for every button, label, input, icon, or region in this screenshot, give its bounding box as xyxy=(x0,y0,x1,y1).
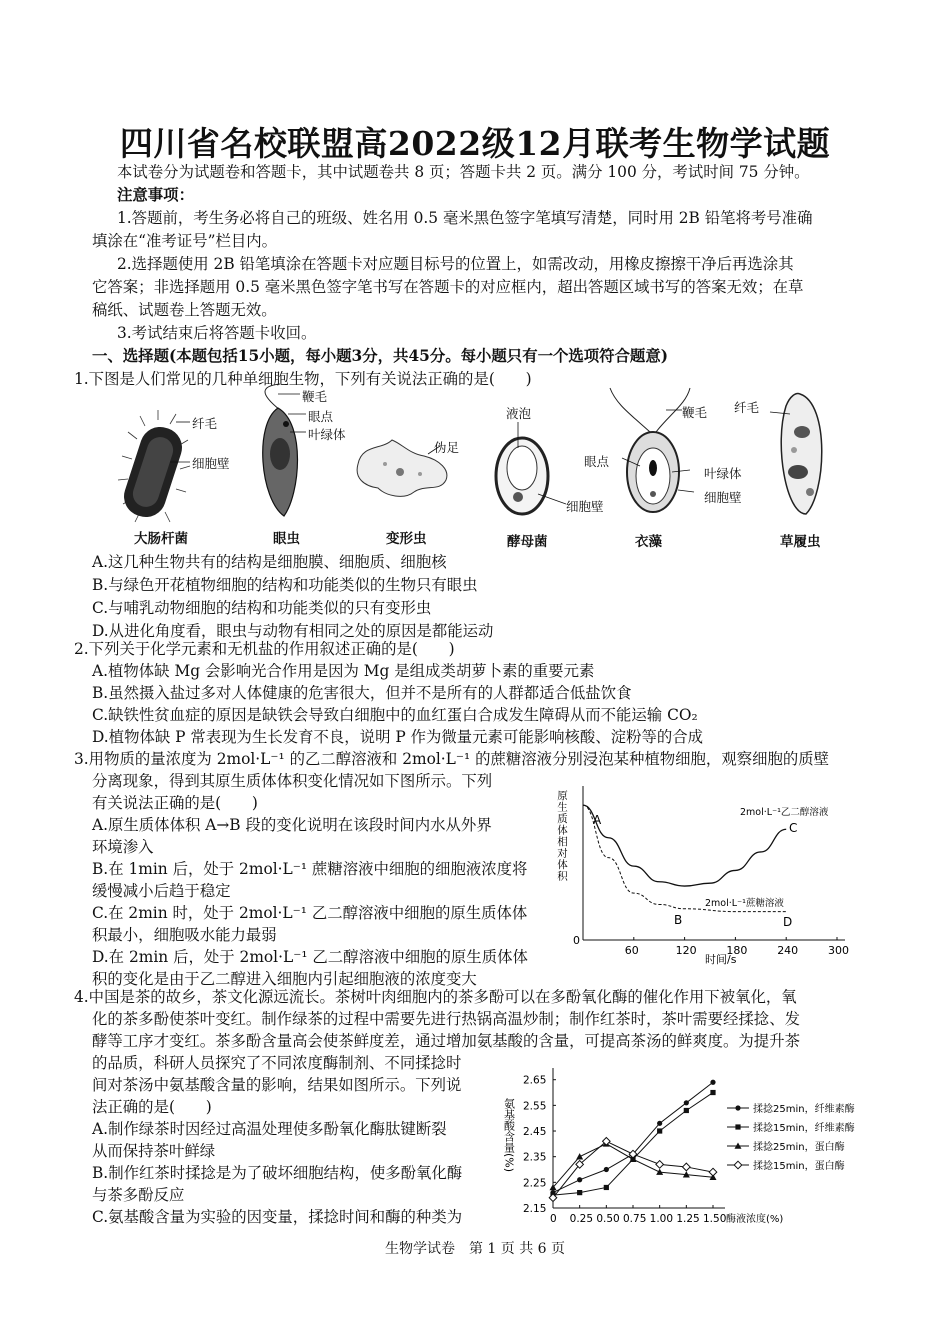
data-point xyxy=(735,1124,740,1129)
data-point xyxy=(576,1153,583,1159)
notice-line: 1.答题前，考生务必将自己的班级、姓名用 0.5 毫米黑色签字笔填写清楚，同时用 2B 铅笔将考号准确 xyxy=(117,209,813,227)
legend-label: 揉捻25min，纤维素酶 xyxy=(753,1104,855,1115)
legend-label: 揉捻15min，纤维素酶 xyxy=(753,1123,855,1134)
q3-line: 积最小，细胞吸水能力最弱 xyxy=(92,926,277,944)
x-tick-label: 60 xyxy=(624,944,639,957)
y-tick-label: 2.35 xyxy=(523,1151,547,1164)
y-tick-label: 2.65 xyxy=(523,1074,547,1087)
legend-label: 揉捻15min，蛋白酶 xyxy=(753,1161,845,1172)
q2-option-b: B.虽然摄入盐过多对人体健康的危害很大，但并不是所有的人群都适合低盐饮食 xyxy=(92,684,632,702)
data-point xyxy=(710,1090,715,1095)
q4-line: 间对茶汤中氨基酸含量的影响，结果如图所示。下列说 xyxy=(92,1076,462,1094)
q3-origin: 0 xyxy=(573,934,580,947)
data-point xyxy=(709,1168,717,1176)
label-chlamy-eyespot: 眼点 xyxy=(584,454,610,469)
x-tick-label: 0 xyxy=(550,1213,557,1225)
q3-line: 积的变化是由于乙二醇进入细胞内引起细胞液的浓度变大 xyxy=(92,970,477,988)
point-d-label: D xyxy=(783,915,793,929)
notice-line: 2.选择题使用 2B 铅笔填涂在答题卡对应题目标号的位置上，如需改动，用橡皮擦擦干净后再选涂其 xyxy=(117,255,794,273)
label-amoeba-pseudopod: 伪足 xyxy=(434,440,460,455)
paramecium-drawing xyxy=(781,394,822,515)
point-b-label: B xyxy=(674,913,683,927)
label-euglena-flagellum: 鞭毛 xyxy=(302,389,328,404)
q4-ylabel: 氨基酸含量(%) xyxy=(502,1098,516,1173)
ecoli-drawing xyxy=(118,410,190,522)
q3-chart xyxy=(545,778,865,968)
series-line xyxy=(553,1093,713,1196)
q3-ylabel: 原生质体相对体积 xyxy=(556,790,568,882)
series-sucrose xyxy=(583,805,786,912)
q4-xlabel: 酶液浓度(%) xyxy=(726,1214,784,1225)
label-paramecium-cilia: 纤毛 xyxy=(734,400,760,415)
q3-option-a: A.原生质体体积 A→B 段的变化说明在该段时间内水从外界 xyxy=(92,816,492,834)
data-point xyxy=(604,1185,609,1190)
notice-line: 它答案；非选择题用 0.5 毫米黑色签字笔书写在答题卡的对应框内，超出答题区域书写的答案无效；在草 xyxy=(92,278,804,296)
x-tick-label: 180 xyxy=(726,944,748,957)
y-tick-label: 2.25 xyxy=(523,1177,547,1190)
q4-option-c: C.氨基酸含量为实验的因变量，揉捻时间和酶的种类为 xyxy=(92,1208,463,1226)
data-point xyxy=(656,1169,663,1175)
label-yeast-wall: 细胞壁 xyxy=(566,499,604,514)
organism-name: 酵母菌 xyxy=(507,534,548,550)
q3-line: 3.用物质的量浓度为 2mol·L⁻¹ 的乙二醇溶液和 2mol·L⁻¹ 的蔗糖溶液分别浸泡某种植物细胞，观察细胞的质壁 xyxy=(74,750,830,768)
notice-line: 3.考试结束后将答题卡收回。 xyxy=(117,324,317,342)
q4-line: 酵等工序才变红。茶多酚含量高会使茶鲜度差，通过增加氨基酸的含量，可提高茶汤的鲜爽度。为提升茶 xyxy=(92,1032,800,1050)
organism-name: 草履虫 xyxy=(780,534,821,550)
q4-line: 从而保持茶叶鲜绿 xyxy=(92,1142,216,1160)
x-tick-label: 240 xyxy=(777,944,799,957)
q3-line: 环境渗入 xyxy=(92,838,154,856)
q1-option-d: D.从进化角度看，眼虫与动物有相同之处的原因是都能运动 xyxy=(92,622,494,640)
q4-line: 的品质，科研人员探究了不同浓度酶制剂、不同揉捻时 xyxy=(92,1054,462,1072)
data-point xyxy=(684,1108,689,1113)
x-tick-label: 300 xyxy=(828,944,849,957)
data-point xyxy=(684,1100,689,1105)
chlamydomonas-drawing xyxy=(610,388,690,512)
data-point xyxy=(657,1128,662,1133)
q3-option-d: D.在 2min 后，处于 2mol·L⁻¹ 乙二醇溶液中细胞的原生质体体 xyxy=(92,948,528,966)
data-point xyxy=(657,1121,662,1126)
q3-option-c: C.在 2min 时，处于 2mol·L⁻¹ 乙二醇溶液中细胞的原生质体体 xyxy=(92,904,528,922)
notice-heading: 注意事项： xyxy=(117,186,194,204)
x-tick-label: 0.25 xyxy=(569,1213,594,1225)
q3-legend-sucrose: 2mol·L⁻¹蔗糖溶液 xyxy=(705,898,784,909)
q4-line: 4.中国是茶的故乡，茶文化源远流长。茶树叶肉细胞内的茶多酚可以在多酚氧化酶的催化作用下被氧化，氧 xyxy=(74,988,797,1006)
label-chlamy-flagellum: 鞭毛 xyxy=(682,405,708,420)
x-tick-label: 0.50 xyxy=(596,1213,620,1225)
data-point xyxy=(683,1163,691,1171)
q4-line: 法正确的是( ) xyxy=(92,1098,212,1116)
y-tick-label: 2.55 xyxy=(523,1100,547,1113)
label-euglena-eyespot: 眼点 xyxy=(308,409,334,424)
q2-option-d: D.植物体缺 P 常表现为生长发育不良，说明 P 作为微量元素可能影响核酸、淀粉等的合成 xyxy=(92,728,704,746)
label-ecoli-wall: 细胞壁 xyxy=(192,456,230,471)
x-tick-label: 1.25 xyxy=(676,1213,700,1225)
label-yeast-vacuole: 液泡 xyxy=(506,406,532,421)
x-tick-label: 120 xyxy=(675,944,697,957)
section-heading: 一、选择题(本题包括15小题，每小题3分，共45分。每小题只有一个选项符合题意) xyxy=(92,347,668,365)
organism-name: 大肠杆菌 xyxy=(134,531,188,547)
organism-name: 眼虫 xyxy=(273,531,300,547)
notice-line: 填涂在“准考证号”栏目内。 xyxy=(92,232,278,250)
x-tick-label: 1.50 xyxy=(703,1213,727,1225)
label-ecoli-cilia: 纤毛 xyxy=(192,416,218,431)
q4-option-b: B.制作红茶时揉捻是为了破坏细胞结构，使多酚氧化酶 xyxy=(92,1164,463,1182)
point-a-label: A xyxy=(593,813,602,827)
x-tick-label: 0.75 xyxy=(623,1213,647,1225)
q2-option-c: C.缺铁性贫血症的原因是缺铁会导致白细胞中的血红蛋白合成发生障碍从而不能运输 CO₂ xyxy=(92,706,698,724)
y-tick-label: 2.15 xyxy=(523,1203,547,1215)
label-euglena-chloroplast: 叶绿体 xyxy=(308,427,346,442)
page-title: 四川省名校联盟高2022级12月联考生物学试题 xyxy=(119,124,831,163)
data-point xyxy=(710,1080,715,1085)
q3-xlabel: 时间/s xyxy=(705,953,737,966)
data-point xyxy=(604,1167,609,1172)
data-point xyxy=(577,1177,582,1182)
q3-line: 有关说法正确的是( ) xyxy=(92,794,258,812)
label-chlamy-wall: 细胞壁 xyxy=(704,490,742,505)
q1-option-a: A.这几种生物共有的结构是细胞膜、细胞质、细胞核 xyxy=(92,553,447,571)
page-footer: 生物学试卷 第 1 页 共 6 页 xyxy=(384,1241,566,1257)
q3-line: 缓慢减小后趋于稳定 xyxy=(92,882,231,900)
q1-option-b: B.与绿色开花植物细胞的结构和功能类似的生物只有眼虫 xyxy=(92,576,478,594)
q3-legend-glycol: 2mol·L⁻¹乙二醇溶液 xyxy=(740,807,829,818)
data-point xyxy=(734,1161,742,1169)
point-c-label: C xyxy=(789,821,798,835)
data-point xyxy=(735,1105,740,1110)
q3-line: 分离现象，得到其原生质体体积变化情况如下图所示。下列 xyxy=(92,772,493,790)
euglena-drawing xyxy=(263,384,298,516)
legend-label: 揉捻25min，蛋白酶 xyxy=(753,1142,845,1153)
q2-stem: 2.下列关于化学元素和无机盐的作用叙述正确的是( ) xyxy=(74,640,455,658)
data-point xyxy=(656,1161,664,1169)
q4-chart xyxy=(502,1062,865,1232)
q2-option-a: A.植物体缺 Mg 会影响光合作用是因为 Mg 是组成类胡萝卜素的重要元素 xyxy=(92,662,595,680)
organism-name: 变形虫 xyxy=(386,531,427,547)
q3-option-b: B.在 1min 后，处于 2mol·L⁻¹ 蔗糖溶液中细胞的细胞液浓度将 xyxy=(92,860,528,878)
q1-option-c: C.与哺乳动物细胞的结构和功能类似的只有变形虫 xyxy=(92,599,432,617)
q4-line: 与茶多酚反应 xyxy=(92,1186,185,1204)
x-tick-label: 1.00 xyxy=(649,1213,674,1225)
organism-name: 衣藻 xyxy=(635,534,662,550)
label-chlamy-chloroplast: 叶绿体 xyxy=(704,466,742,481)
q4-option-a: A.制作绿茶时因经过高温处理使多酚氧化酶肽键断裂 xyxy=(92,1120,447,1138)
intro: 本试卷分为试题卷和答题卡，其中试题卷共 8 页；答题卡共 2 页。满分 100 分，考试时间 75 分钟。 xyxy=(117,163,810,181)
y-tick-label: 2.45 xyxy=(523,1126,547,1139)
yeast-drawing xyxy=(496,438,548,514)
data-point xyxy=(577,1190,582,1195)
q4-line: 化的茶多酚使茶叶变红。制作绿茶的过程中需要先进行热锅高温炒制；制作红茶时，茶叶需要经揉捻、发 xyxy=(92,1010,800,1028)
q1-stem: 1.下图是人们常见的几种单细胞生物，下列有关说法正确的是( ) xyxy=(74,370,532,388)
notice-line: 稿纸、试题卷上答题无效。 xyxy=(92,301,277,319)
